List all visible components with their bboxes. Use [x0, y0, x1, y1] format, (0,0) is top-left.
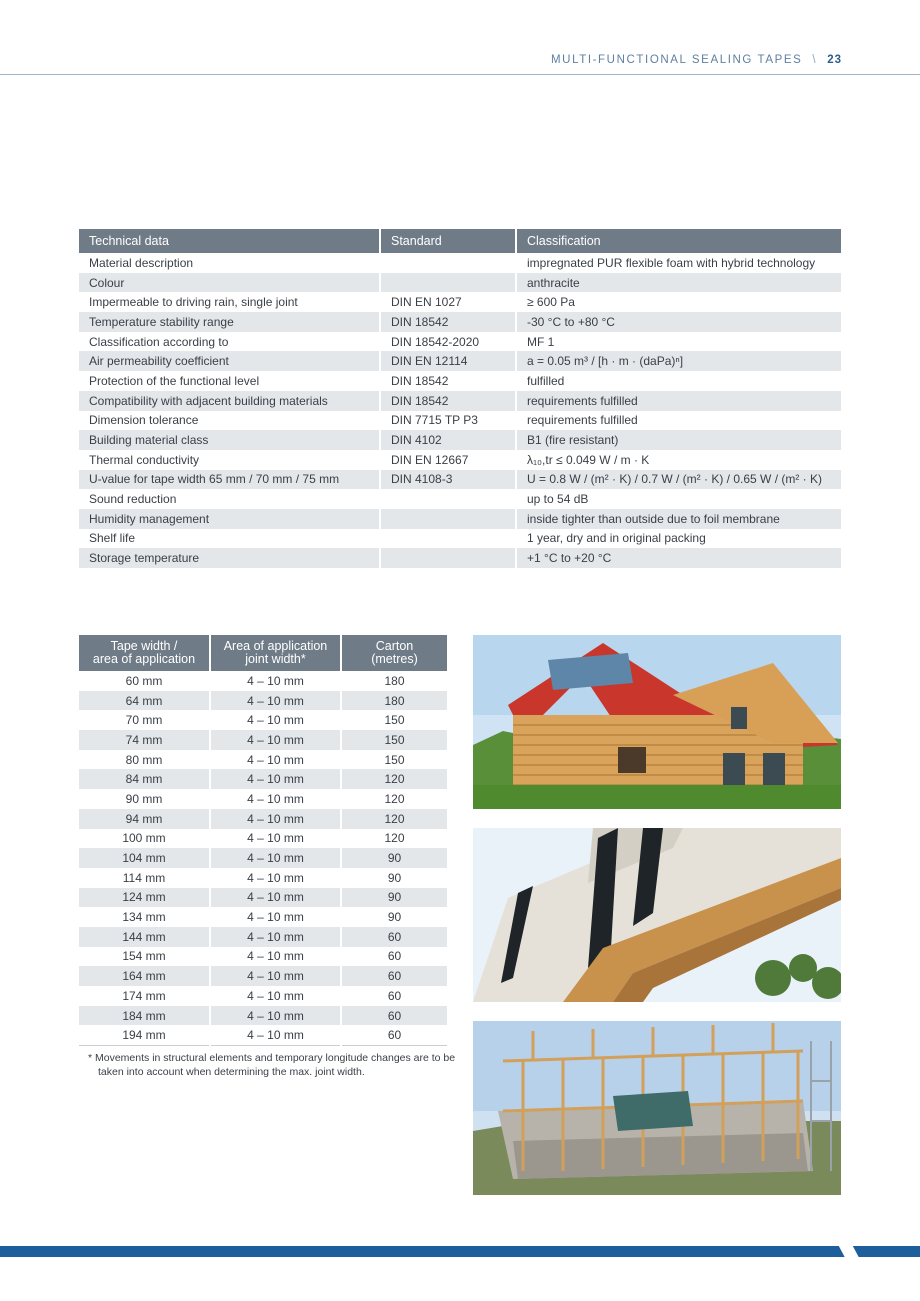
tape-table-row [79, 1025, 447, 1045]
technical-table-header-row [79, 229, 841, 253]
technical-data-table [79, 229, 841, 568]
cell-joint-width: 4 – 10 mm [210, 829, 341, 849]
cell-tape-width: 184 mm [79, 1006, 210, 1026]
cell-technical-data: Sound reduction [79, 489, 380, 509]
cell-standard: DIN 18542-2020 [380, 332, 516, 352]
tape-table-row [79, 848, 447, 868]
running-header [551, 54, 842, 66]
cell-standard: DIN 18542 [380, 371, 516, 391]
cell-joint-width: 4 – 10 mm [210, 1025, 341, 1045]
technical-table-row [79, 548, 841, 568]
technical-table-row [79, 273, 841, 293]
cell-carton: 120 [341, 769, 447, 789]
tape-table-row [79, 868, 447, 888]
technical-table-row [79, 411, 841, 431]
tape-table-row [79, 789, 447, 809]
technical-table-row [79, 312, 841, 332]
technical-table-row [79, 489, 841, 509]
header-rule [0, 74, 920, 75]
cell-tape-width: 104 mm [79, 848, 210, 868]
cell-carton: 150 [384, 713, 405, 728]
tape-table-row [79, 769, 447, 789]
cell-standard: DIN 4102 [380, 430, 516, 450]
cell-tape-width: 84 mm [79, 769, 210, 789]
cell-joint-width: 4 – 10 mm [210, 789, 341, 809]
cell-classification: anthracite [516, 273, 841, 293]
technical-table-row [79, 430, 841, 450]
cell-classification: U = 0.8 W / (m² · K) / 0.7 W / (m² · K) / 0.65 W / (m² · K) [516, 470, 841, 490]
header-joint-width [210, 635, 341, 671]
cell-carton: 180 [341, 691, 447, 711]
cell-standard [380, 509, 516, 529]
header-joint-width-line1: Area of application [223, 639, 328, 653]
cell-classification: B1 (fire resistant) [516, 430, 841, 450]
cell-carton: 60 [341, 966, 447, 986]
tape-table-row [79, 888, 447, 908]
cell-carton: 90 [341, 888, 447, 908]
cell-classification: requirements fulfilled [527, 413, 638, 428]
tape-table-row [79, 986, 447, 1006]
cell-technical-data: Dimension tolerance [79, 411, 380, 431]
cell-tape-width: 164 mm [79, 966, 210, 986]
cell-technical-data: Shelf life [79, 529, 380, 549]
cell-standard: DIN EN 12114 [380, 351, 516, 371]
cell-classification: ≥ 600 Pa [527, 295, 575, 310]
cell-tape-width: 134 mm [79, 907, 210, 927]
cell-carton: 120 [384, 791, 405, 806]
header-carton [341, 635, 447, 671]
cell-joint-width: 4 – 10 mm [210, 947, 341, 967]
cell-classification: -30 °C to +80 °C [516, 312, 841, 332]
cell-carton: 60 [341, 1025, 447, 1045]
cell-tape-width: 154 mm [79, 947, 210, 967]
cell-carton: 150 [341, 730, 447, 750]
cell-standard: DIN 18542 [380, 391, 516, 411]
cell-standard: DIN 4108-3 [380, 470, 516, 490]
tape-table-row [79, 671, 447, 691]
cell-classification: a = 0.05 m³ / [h · m · (daPa)ⁿ] [516, 351, 841, 371]
tape-table-row [79, 809, 447, 829]
header-separator: \ [812, 54, 818, 66]
cell-carton: 90 [387, 910, 402, 925]
technical-table-row [79, 292, 841, 312]
cell-tape-width: 94 mm [79, 809, 210, 829]
cell-classification: up to 54 dB [527, 492, 589, 507]
section-title: MULTI-FUNCTIONAL SEALING TAPES [550, 54, 803, 66]
tape-table-header-row [79, 635, 447, 671]
cell-technical-data: Air permeability coefficient [79, 351, 380, 371]
cell-tape-width: 64 mm [79, 691, 210, 711]
cell-tape-width: 114 mm [79, 868, 210, 888]
tape-table-row [79, 691, 447, 711]
cell-joint-width: 4 – 10 mm [210, 888, 341, 908]
cell-technical-data: Impermeable to driving rain, single joint [79, 292, 380, 312]
cell-technical-data: Classification according to [79, 332, 380, 352]
tape-table-row [79, 966, 447, 986]
cell-standard: DIN 7715 TP P3 [380, 411, 516, 431]
technical-table-row [79, 332, 841, 352]
cell-standard [380, 489, 516, 509]
cell-technical-data: U-value for tape width 65 mm / 70 mm / 75 mm [79, 470, 380, 490]
technical-table-row [79, 450, 841, 470]
cell-joint-width: 4 – 10 mm [210, 966, 341, 986]
cell-joint-width: 4 – 10 mm [210, 730, 341, 750]
tape-table-row [79, 927, 447, 947]
cell-tape-width: 90 mm [79, 789, 210, 809]
cell-technical-data: Material description [79, 253, 380, 273]
tape-width-table [79, 635, 447, 1046]
tape-table-row [79, 730, 447, 750]
cell-technical-data: Protection of the functional level [79, 371, 380, 391]
cell-technical-data: Temperature stability range [79, 312, 380, 332]
cell-joint-width: 4 – 10 mm [210, 927, 341, 947]
technical-table-row [79, 470, 841, 490]
tape-table-row [79, 1006, 447, 1026]
cell-joint-width: 4 – 10 mm [210, 809, 341, 829]
cell-technical-data: Storage temperature [79, 548, 380, 568]
cell-classification: MF 1 [527, 334, 555, 349]
tape-table-row [79, 710, 447, 730]
cell-technical-data: Building material class [79, 430, 380, 450]
cell-standard: DIN EN 1027 [380, 292, 516, 312]
cell-carton: 60 [341, 1006, 447, 1026]
cell-technical-data: Compatibility with adjacent building materials [79, 391, 380, 411]
cell-technical-data: Humidity management [79, 509, 380, 529]
cell-classification: 1 year, dry and in original packing [527, 531, 706, 546]
cell-tape-width: 100 mm [79, 829, 210, 849]
cell-carton: 120 [384, 831, 405, 846]
cell-joint-width: 4 – 10 mm [210, 671, 341, 691]
technical-table-row [79, 509, 841, 529]
header-classification: Classification [516, 229, 841, 253]
cell-joint-width: 4 – 10 mm [210, 868, 341, 888]
cell-tape-width: 144 mm [79, 927, 210, 947]
cell-technical-data: Colour [79, 273, 380, 293]
cell-carton: 120 [341, 809, 447, 829]
cell-tape-width: 80 mm [79, 750, 210, 770]
tape-table-row [79, 907, 447, 927]
cell-carton: 90 [341, 848, 447, 868]
cell-classification: inside tighter than outside due to foil membrane [516, 509, 841, 529]
facade-windows-photo [473, 828, 841, 1002]
cell-technical-data: Thermal conductivity [79, 450, 380, 470]
cell-carton: 60 [387, 988, 402, 1003]
cell-carton: 90 [387, 870, 402, 885]
cell-carton: 180 [384, 673, 405, 688]
footer-bar [0, 1246, 920, 1257]
cell-standard [380, 548, 516, 568]
cell-classification: fulfilled [527, 373, 565, 388]
tape-table-row [79, 750, 447, 770]
header-tape-width-line2: area of application [92, 652, 196, 666]
cell-joint-width: 4 – 10 mm [210, 710, 341, 730]
tape-table-row [79, 829, 447, 849]
tape-table-footnote: * Movements in structural elements and temporary longitude changes are to be taken into account when determining the max. joint width. [88, 1052, 456, 1078]
cell-joint-width: 4 – 10 mm [210, 750, 341, 770]
tape-table-row [79, 947, 447, 967]
cell-classification: requirements fulfilled [516, 391, 841, 411]
technical-table-row [79, 391, 841, 411]
header-carton-line1: Carton [375, 639, 414, 653]
cell-joint-width: 4 – 10 mm [210, 848, 341, 868]
cell-tape-width: 60 mm [79, 671, 210, 691]
header-tape-width-line1: Tape width / [110, 639, 178, 653]
cell-standard: DIN 18542 [380, 312, 516, 332]
header-standard: Standard [380, 229, 516, 253]
cell-tape-width: 74 mm [79, 730, 210, 750]
technical-table-row [79, 371, 841, 391]
cell-carton: 60 [341, 927, 447, 947]
cell-classification: +1 °C to +20 °C [516, 548, 841, 568]
cell-joint-width: 4 – 10 mm [210, 986, 341, 1006]
technical-table-row [79, 253, 841, 273]
cell-standard [380, 253, 516, 273]
header-tape-width [79, 635, 210, 671]
cell-standard [380, 273, 516, 293]
cell-standard [380, 529, 516, 549]
cell-carton: 60 [387, 949, 402, 964]
cell-carton: 150 [384, 752, 405, 767]
cell-joint-width: 4 – 10 mm [210, 769, 341, 789]
cell-tape-width: 70 mm [79, 710, 210, 730]
log-house-photo [473, 635, 841, 809]
header-carton-line2: (metres) [371, 652, 418, 666]
cell-tape-width: 174 mm [79, 986, 210, 1006]
header-technical-data: Technical data [79, 229, 380, 253]
header-joint-width-line2: joint width* [245, 652, 306, 666]
cell-classification: λ₁₀,tr ≤ 0.049 W / m · K [527, 452, 650, 467]
cell-joint-width: 4 – 10 mm [210, 1006, 341, 1026]
cell-joint-width: 4 – 10 mm [210, 907, 341, 927]
technical-table-row [79, 351, 841, 371]
timber-frame-photo [473, 1021, 841, 1195]
cell-joint-width: 4 – 10 mm [210, 691, 341, 711]
cell-classification: impregnated PUR flexible foam with hybrid technology [527, 255, 816, 270]
cell-standard: DIN EN 12667 [380, 450, 516, 470]
cell-tape-width: 124 mm [79, 888, 210, 908]
technical-table-row [79, 529, 841, 549]
page-number: 23 [827, 54, 842, 66]
cell-tape-width: 194 mm [79, 1025, 210, 1045]
